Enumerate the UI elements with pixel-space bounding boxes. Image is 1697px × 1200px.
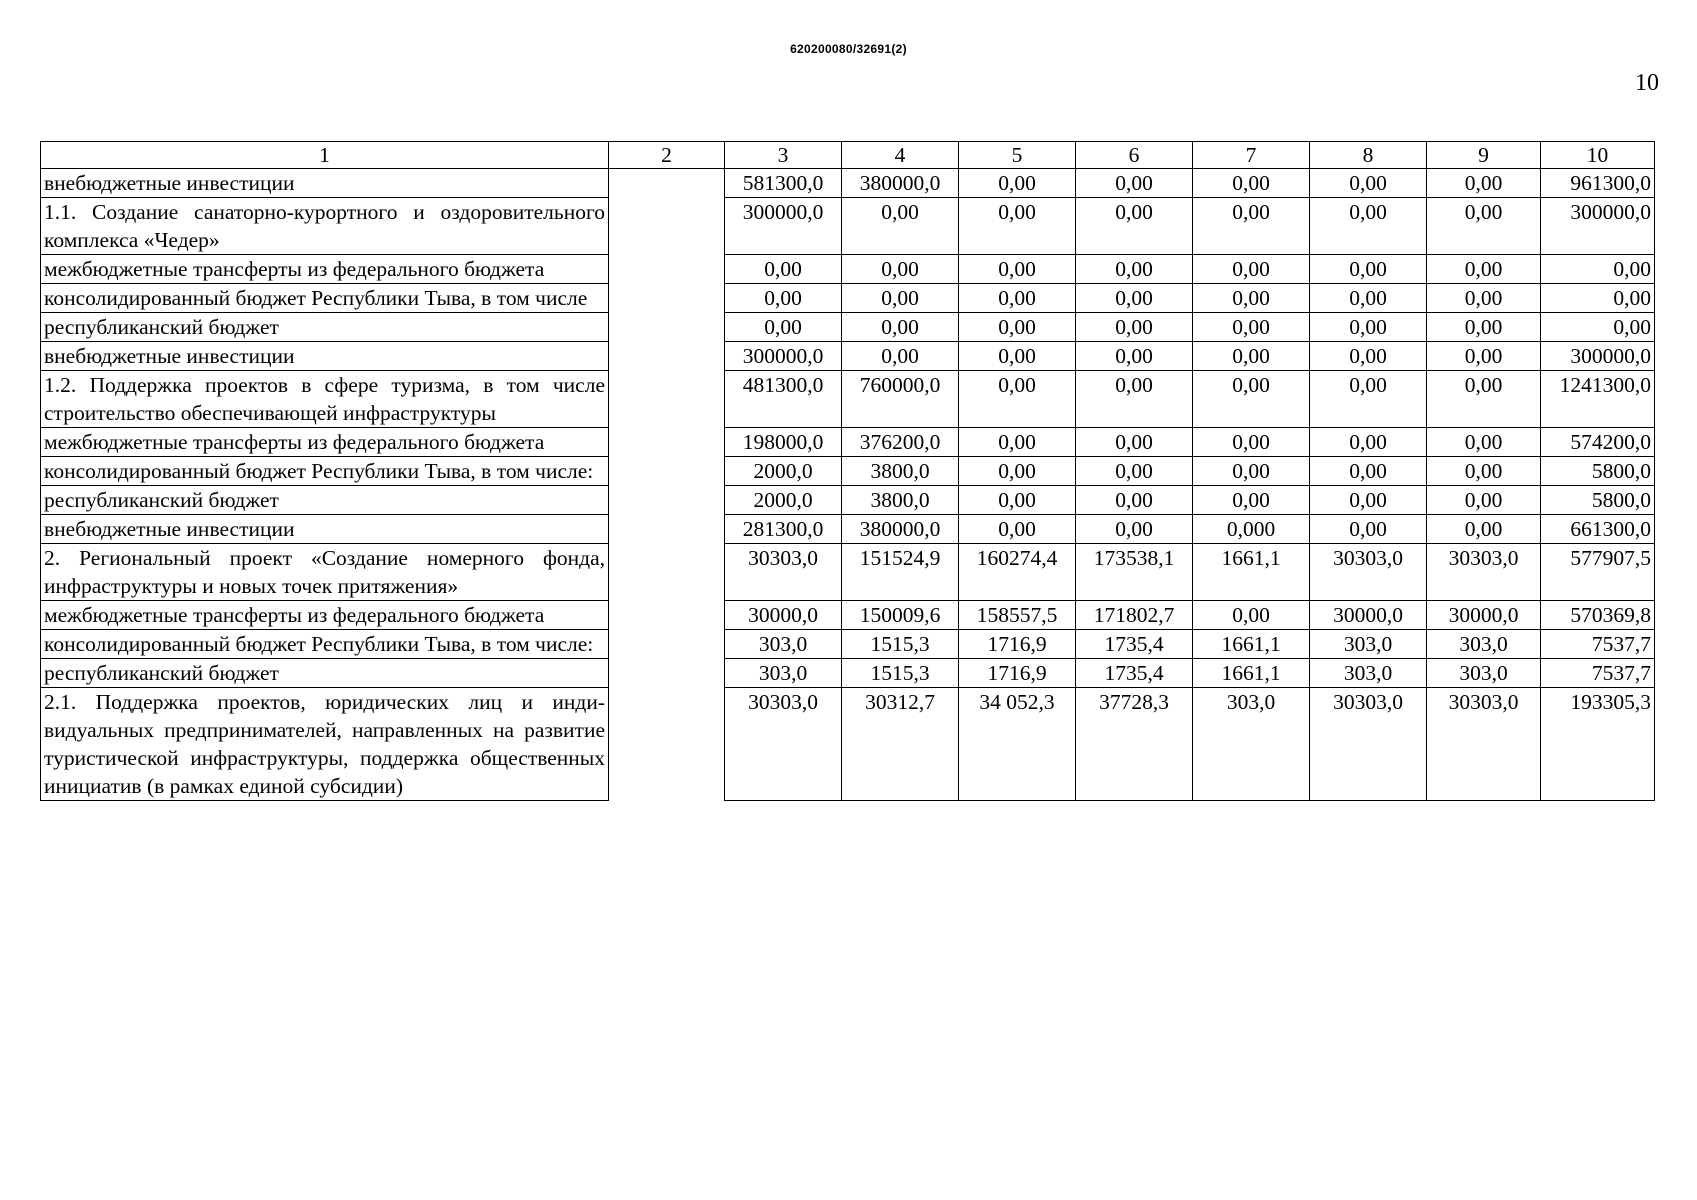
table-row (41, 688, 1655, 801)
row-label: республиканский бюджет (41, 313, 609, 342)
table-row (41, 284, 1655, 313)
column-2-cell (609, 630, 725, 659)
value-cell-col-10: 7537,7 (1541, 630, 1655, 659)
row-label: межбюджетные трансферты из федерального бюджета (41, 428, 609, 457)
table-row (41, 255, 1655, 284)
value-cell-col-3: 303,0 (725, 630, 842, 659)
value-cell-col-9: 303,0 (1427, 630, 1541, 659)
value-cell-col-9: 0,00 (1427, 284, 1541, 313)
table-row (41, 544, 1655, 601)
value-cell-col-10: 0,00 (1541, 284, 1655, 313)
value-cell-col-8: 30000,0 (1310, 601, 1427, 630)
column-2-cell (609, 342, 725, 371)
value-cell-col-5: 1716,9 (959, 630, 1076, 659)
value-cell-col-5: 0,00 (959, 457, 1076, 486)
value-cell-col-7: 0,00 (1193, 342, 1310, 371)
column-2-cell (609, 169, 725, 198)
column-header-8: 8 (1310, 142, 1427, 169)
value-cell-col-3: 300000,0 (725, 198, 842, 255)
value-cell-col-6: 0,00 (1076, 457, 1193, 486)
column-2-cell (609, 313, 725, 342)
value-cell-col-7: 303,0 (1193, 688, 1310, 801)
value-cell-col-10: 0,00 (1541, 313, 1655, 342)
table-row (41, 428, 1655, 457)
value-cell-col-6: 1735,4 (1076, 630, 1193, 659)
column-header-3: 3 (725, 142, 842, 169)
column-header-10: 10 (1541, 142, 1655, 169)
row-label: консолидированный бюджет Республики Тыва, в том числе: (41, 457, 609, 486)
value-cell-col-9: 303,0 (1427, 659, 1541, 688)
value-cell-col-8: 0,00 (1310, 342, 1427, 371)
table-row (41, 630, 1655, 659)
value-cell-col-9: 0,00 (1427, 457, 1541, 486)
value-cell-col-9: 30000,0 (1427, 601, 1541, 630)
value-cell-col-4: 3800,0 (842, 457, 959, 486)
row-label: межбюджетные трансферты из федерального бюджета (41, 601, 609, 630)
value-cell-col-5: 34 052,3 (959, 688, 1076, 801)
value-cell-col-9: 0,00 (1427, 313, 1541, 342)
value-cell-col-7: 1661,1 (1193, 544, 1310, 601)
value-cell-col-8: 0,00 (1310, 457, 1427, 486)
budget-table (40, 141, 1655, 801)
row-label: межбюджетные трансферты из федерального бюджета (41, 255, 609, 284)
column-header-1: 1 (41, 142, 609, 169)
value-cell-col-5: 0,00 (959, 515, 1076, 544)
value-cell-col-7: 0,00 (1193, 371, 1310, 428)
value-cell-col-9: 0,00 (1427, 342, 1541, 371)
table-row (41, 198, 1655, 255)
value-cell-col-10: 570369,8 (1541, 601, 1655, 630)
document-code: 620200080/32691(2) (790, 42, 907, 56)
value-cell-col-10: 577907,5 (1541, 544, 1655, 601)
column-header-7: 7 (1193, 142, 1310, 169)
column-header-6: 6 (1076, 142, 1193, 169)
value-cell-col-5: 0,00 (959, 313, 1076, 342)
value-cell-col-10: 7537,7 (1541, 659, 1655, 688)
value-cell-col-6: 0,00 (1076, 198, 1193, 255)
table-row (41, 169, 1655, 198)
value-cell-col-4: 380000,0 (842, 515, 959, 544)
column-header-9: 9 (1427, 142, 1541, 169)
value-cell-col-8: 0,00 (1310, 313, 1427, 342)
value-cell-col-3: 30303,0 (725, 544, 842, 601)
value-cell-col-6: 0,00 (1076, 313, 1193, 342)
page-number: 10 (1635, 70, 1659, 96)
value-cell-col-4: 0,00 (842, 342, 959, 371)
table-row (41, 515, 1655, 544)
value-cell-col-8: 0,00 (1310, 169, 1427, 198)
value-cell-col-6: 37728,3 (1076, 688, 1193, 801)
value-cell-col-3: 2000,0 (725, 457, 842, 486)
value-cell-col-5: 0,00 (959, 371, 1076, 428)
value-cell-col-10: 574200,0 (1541, 428, 1655, 457)
value-cell-col-10: 5800,0 (1541, 486, 1655, 515)
value-cell-col-6: 1735,4 (1076, 659, 1193, 688)
column-2-cell (609, 515, 725, 544)
value-cell-col-5: 0,00 (959, 198, 1076, 255)
value-cell-col-5: 0,00 (959, 169, 1076, 198)
column-2-cell (609, 457, 725, 486)
column-header-5: 5 (959, 142, 1076, 169)
value-cell-col-7: 0,00 (1193, 313, 1310, 342)
value-cell-col-8: 0,00 (1310, 284, 1427, 313)
row-label: консолидированный бюджет Республики Тыва, в том числе: (41, 630, 609, 659)
value-cell-col-7: 0,00 (1193, 169, 1310, 198)
value-cell-col-7: 0,00 (1193, 255, 1310, 284)
value-cell-col-3: 303,0 (725, 659, 842, 688)
value-cell-col-4: 30312,7 (842, 688, 959, 801)
value-cell-col-4: 0,00 (842, 313, 959, 342)
column-2-cell (609, 688, 725, 801)
value-cell-col-8: 0,00 (1310, 371, 1427, 428)
value-cell-col-3: 30000,0 (725, 601, 842, 630)
row-label: консолидированный бюджет Республики Тыва, в том числе (41, 284, 609, 313)
table-row (41, 342, 1655, 371)
value-cell-col-6: 173538,1 (1076, 544, 1193, 601)
value-cell-col-7: 0,000 (1193, 515, 1310, 544)
value-cell-col-4: 3800,0 (842, 486, 959, 515)
column-header-4: 4 (842, 142, 959, 169)
value-cell-col-9: 30303,0 (1427, 688, 1541, 801)
value-cell-col-7: 0,00 (1193, 198, 1310, 255)
value-cell-col-8: 0,00 (1310, 515, 1427, 544)
value-cell-col-3: 198000,0 (725, 428, 842, 457)
table-row (41, 659, 1655, 688)
value-cell-col-3: 481300,0 (725, 371, 842, 428)
value-cell-col-6: 0,00 (1076, 371, 1193, 428)
value-cell-col-5: 0,00 (959, 284, 1076, 313)
value-cell-col-8: 303,0 (1310, 630, 1427, 659)
value-cell-col-3: 0,00 (725, 313, 842, 342)
row-label: республиканский бюджет (41, 659, 609, 688)
row-label: 1.1. Создание санаторно-курортного и оздоровительного комплекса «Чедер» (41, 198, 609, 255)
column-2-cell (609, 198, 725, 255)
value-cell-col-6: 0,00 (1076, 169, 1193, 198)
value-cell-col-8: 303,0 (1310, 659, 1427, 688)
value-cell-col-9: 0,00 (1427, 371, 1541, 428)
value-cell-col-4: 0,00 (842, 255, 959, 284)
value-cell-col-10: 5800,0 (1541, 457, 1655, 486)
value-cell-col-7: 0,00 (1193, 284, 1310, 313)
table-row (41, 371, 1655, 428)
value-cell-col-7: 0,00 (1193, 601, 1310, 630)
column-2-cell (609, 486, 725, 515)
value-cell-col-7: 0,00 (1193, 486, 1310, 515)
value-cell-col-3: 0,00 (725, 284, 842, 313)
column-2-cell (609, 371, 725, 428)
column-2-cell (609, 601, 725, 630)
value-cell-col-3: 2000,0 (725, 486, 842, 515)
row-label: внебюджетные инвестиции (41, 515, 609, 544)
value-cell-col-7: 0,00 (1193, 457, 1310, 486)
value-cell-col-5: 0,00 (959, 486, 1076, 515)
value-cell-col-4: 150009,6 (842, 601, 959, 630)
value-cell-col-5: 0,00 (959, 342, 1076, 371)
value-cell-col-10: 193305,3 (1541, 688, 1655, 801)
value-cell-col-5: 160274,4 (959, 544, 1076, 601)
table-row (41, 313, 1655, 342)
value-cell-col-4: 0,00 (842, 198, 959, 255)
value-cell-col-4: 1515,3 (842, 630, 959, 659)
column-2-cell (609, 284, 725, 313)
row-label: внебюджетные инвестиции (41, 169, 609, 198)
column-2-cell (609, 544, 725, 601)
value-cell-col-8: 0,00 (1310, 255, 1427, 284)
value-cell-col-3: 0,00 (725, 255, 842, 284)
table-row (41, 457, 1655, 486)
value-cell-col-5: 0,00 (959, 428, 1076, 457)
value-cell-col-9: 0,00 (1427, 198, 1541, 255)
value-cell-col-4: 376200,0 (842, 428, 959, 457)
value-cell-col-9: 30303,0 (1427, 544, 1541, 601)
value-cell-col-10: 961300,0 (1541, 169, 1655, 198)
value-cell-col-3: 30303,0 (725, 688, 842, 801)
value-cell-col-9: 0,00 (1427, 515, 1541, 544)
value-cell-col-4: 760000,0 (842, 371, 959, 428)
value-cell-col-10: 300000,0 (1541, 342, 1655, 371)
table-row (41, 486, 1655, 515)
row-label: 2.1. Поддержка проектов, юридических лиц и индивидуальных предпринимателей, направленных на развитие туристической инфраструктуры, поддержка общественных инициатив (в рамках единой субсидии) (41, 688, 609, 801)
value-cell-col-8: 0,00 (1310, 486, 1427, 515)
value-cell-col-8: 0,00 (1310, 198, 1427, 255)
row-label: внебюджетные инвестиции (41, 342, 609, 371)
value-cell-col-9: 0,00 (1427, 428, 1541, 457)
value-cell-col-4: 151524,9 (842, 544, 959, 601)
value-cell-col-3: 581300,0 (725, 169, 842, 198)
value-cell-col-4: 380000,0 (842, 169, 959, 198)
value-cell-col-3: 281300,0 (725, 515, 842, 544)
value-cell-col-6: 0,00 (1076, 255, 1193, 284)
value-cell-col-8: 30303,0 (1310, 688, 1427, 801)
value-cell-col-10: 1241300,0 (1541, 371, 1655, 428)
value-cell-col-7: 1661,1 (1193, 659, 1310, 688)
value-cell-col-5: 0,00 (959, 255, 1076, 284)
value-cell-col-6: 0,00 (1076, 428, 1193, 457)
column-2-cell (609, 255, 725, 284)
value-cell-col-10: 300000,0 (1541, 198, 1655, 255)
value-cell-col-6: 0,00 (1076, 284, 1193, 313)
value-cell-col-4: 1515,3 (842, 659, 959, 688)
column-2-cell (609, 659, 725, 688)
value-cell-col-5: 1716,9 (959, 659, 1076, 688)
row-label: республиканский бюджет (41, 486, 609, 515)
header-row (41, 142, 1655, 169)
column-header-2: 2 (609, 142, 725, 169)
value-cell-col-9: 0,00 (1427, 169, 1541, 198)
value-cell-col-10: 661300,0 (1541, 515, 1655, 544)
row-label: 1.2. Поддержка проектов в сфере туризма, в том числе строительство обеспечивающей инфраструктуры (41, 371, 609, 428)
value-cell-col-6: 171802,7 (1076, 601, 1193, 630)
table-row (41, 601, 1655, 630)
value-cell-col-9: 0,00 (1427, 255, 1541, 284)
value-cell-col-5: 158557,5 (959, 601, 1076, 630)
row-label: 2. Региональный проект «Создание номерного фонда, инфраструктуры и новых точек притяжения» (41, 544, 609, 601)
value-cell-col-8: 30303,0 (1310, 544, 1427, 601)
column-2-cell (609, 428, 725, 457)
value-cell-col-8: 0,00 (1310, 428, 1427, 457)
value-cell-col-6: 0,00 (1076, 486, 1193, 515)
value-cell-col-4: 0,00 (842, 284, 959, 313)
value-cell-col-6: 0,00 (1076, 342, 1193, 371)
value-cell-col-6: 0,00 (1076, 515, 1193, 544)
value-cell-col-3: 300000,0 (725, 342, 842, 371)
value-cell-col-7: 0,00 (1193, 428, 1310, 457)
value-cell-col-10: 0,00 (1541, 255, 1655, 284)
value-cell-col-7: 1661,1 (1193, 630, 1310, 659)
value-cell-col-9: 0,00 (1427, 486, 1541, 515)
